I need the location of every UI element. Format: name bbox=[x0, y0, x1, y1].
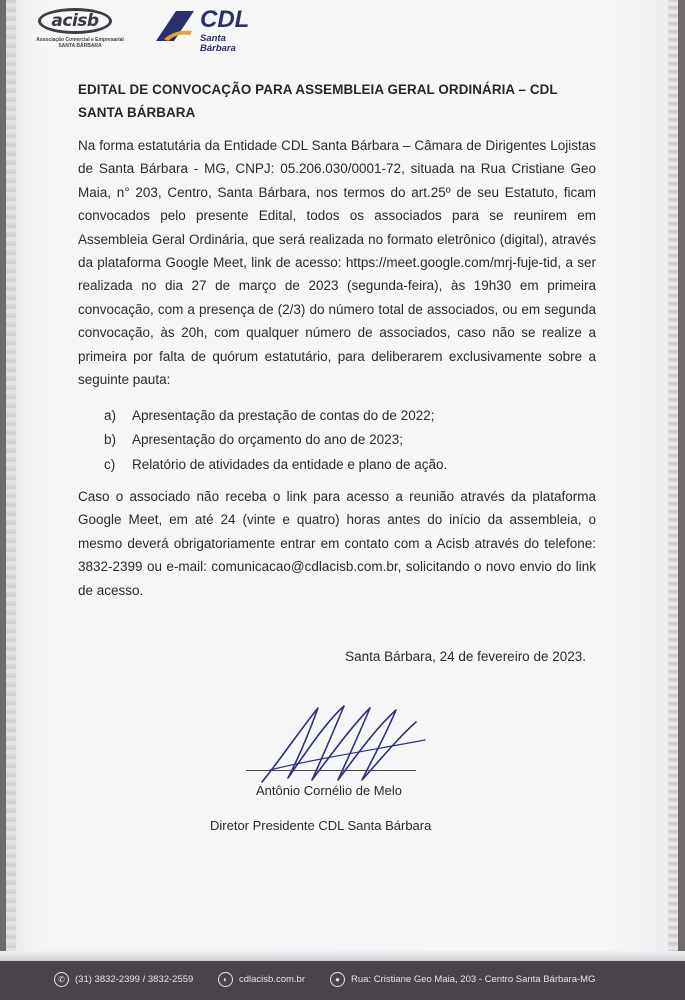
date-line: Santa Bárbara, 24 de fevereiro de 2023. bbox=[345, 649, 586, 664]
signer-role: Diretor Presidente CDL Santa Bárbara bbox=[210, 818, 432, 833]
cdl-logo-mark bbox=[154, 9, 196, 43]
paper-edge-left bbox=[6, 0, 16, 960]
phone-icon: ✆ bbox=[54, 972, 69, 987]
convocation-paragraph: Na forma estatutária da Entidade CDL Santa Bárbara – Câmara de Dirigentes Lojistas de Santa Bárbara - MG, CNPJ: 05.206.030/0001-72, situada na Rua Cristiane Geo Maia, n° 203, Centro, Santa Bárbara, nos termos do art.25º de seu Estatuto, ficam convocados pelo presente Edital, todos os associados para se reunirem em Assembleia Geral Ordinária, que será realizada no formato eletrônico (digital), através da plataforma Google Meet, link de acesso: https://meet.google.com/mrj-fuje-tid, a ser realizada no dia 27 de março de 2023 (segunda-feira), às 19h30 em primeira convocação, com a presença de (2/3) do número total de associados, ou em segunda convocação, às 20h, com qualquer número de associados, caso não se realize a primeira por falta de quórum estatutário, para deliberarem exclusivamente sobre a seguinte pauta: bbox=[78, 138, 596, 388]
acisb-subtitle-line1: Associação Comercial e Empresarial bbox=[36, 37, 124, 43]
footer-address-text: Rua: Cristiane Geo Maia, 203 - Centro Santa Bárbara-MG bbox=[351, 974, 596, 985]
agenda-item-text: Apresentação do orçamento do ano de 2023; bbox=[132, 432, 403, 448]
agenda-item-marker: c) bbox=[104, 456, 116, 472]
agenda-item-text: Apresentação da prestação de contas do de 2022; bbox=[132, 408, 435, 423]
location-pin-icon: ● bbox=[330, 972, 345, 987]
web-icon: ◐ bbox=[218, 972, 233, 987]
footer-phone bbox=[54, 972, 193, 987]
paper-edge-right bbox=[668, 0, 678, 960]
contact-paragraph: Caso o associado não receba o link para acesso a reunião através da plataforma Google Meet, em até 24 (vinte e quatro) horas antes do início da assembleia, o mesmo deverá obrigatoriamente entrar em contato com a Acisb através do telefone: 3832-2399 ou e-mail: comunicacao@cdlacisb.com.br, solicitando o novo envio do link de acesso. bbox=[78, 489, 596, 598]
cdl-logo bbox=[154, 6, 264, 54]
document-title: EDITAL DE CONVOCAÇÃO PARA ASSEMBLEIA GERAL ORDINÁRIA – CDL SANTA BÁRBARA bbox=[78, 82, 558, 120]
acisb-subtitle-line2: SANTA BÁRBARA bbox=[58, 43, 102, 49]
agenda-item-marker: a) bbox=[104, 408, 117, 423]
acisb-logo-text: acisb bbox=[51, 10, 99, 31]
acisb-logo-oval bbox=[38, 8, 112, 34]
footer-address bbox=[330, 972, 595, 987]
handwritten-signature bbox=[240, 700, 440, 790]
acisb-logo-subtitle bbox=[30, 37, 130, 49]
agenda-item bbox=[104, 404, 584, 428]
agenda-item-marker: b) bbox=[104, 432, 117, 448]
agenda-item bbox=[104, 428, 584, 452]
letterhead-footer bbox=[0, 961, 685, 1000]
footer-phones-text: (31) 3832-2399 / 3832-2559 bbox=[75, 974, 194, 985]
signature-line bbox=[246, 770, 416, 771]
acisb-logo bbox=[30, 6, 140, 50]
agenda-item bbox=[104, 453, 584, 477]
cdl-logo-subtitle: Santa Bárbara bbox=[200, 33, 236, 54]
footer-website-text: cdlacisb.com.br bbox=[239, 974, 305, 985]
footer-website bbox=[218, 972, 305, 987]
cdl-logo-text: CDL bbox=[200, 6, 250, 33]
agenda-item-text: Relatório de atividades da entidade e plano de ação. bbox=[132, 456, 448, 472]
agenda-list bbox=[104, 404, 584, 477]
signer-name: Antônio Cornélio de Melo bbox=[256, 783, 402, 798]
footer-shadow bbox=[0, 951, 685, 961]
